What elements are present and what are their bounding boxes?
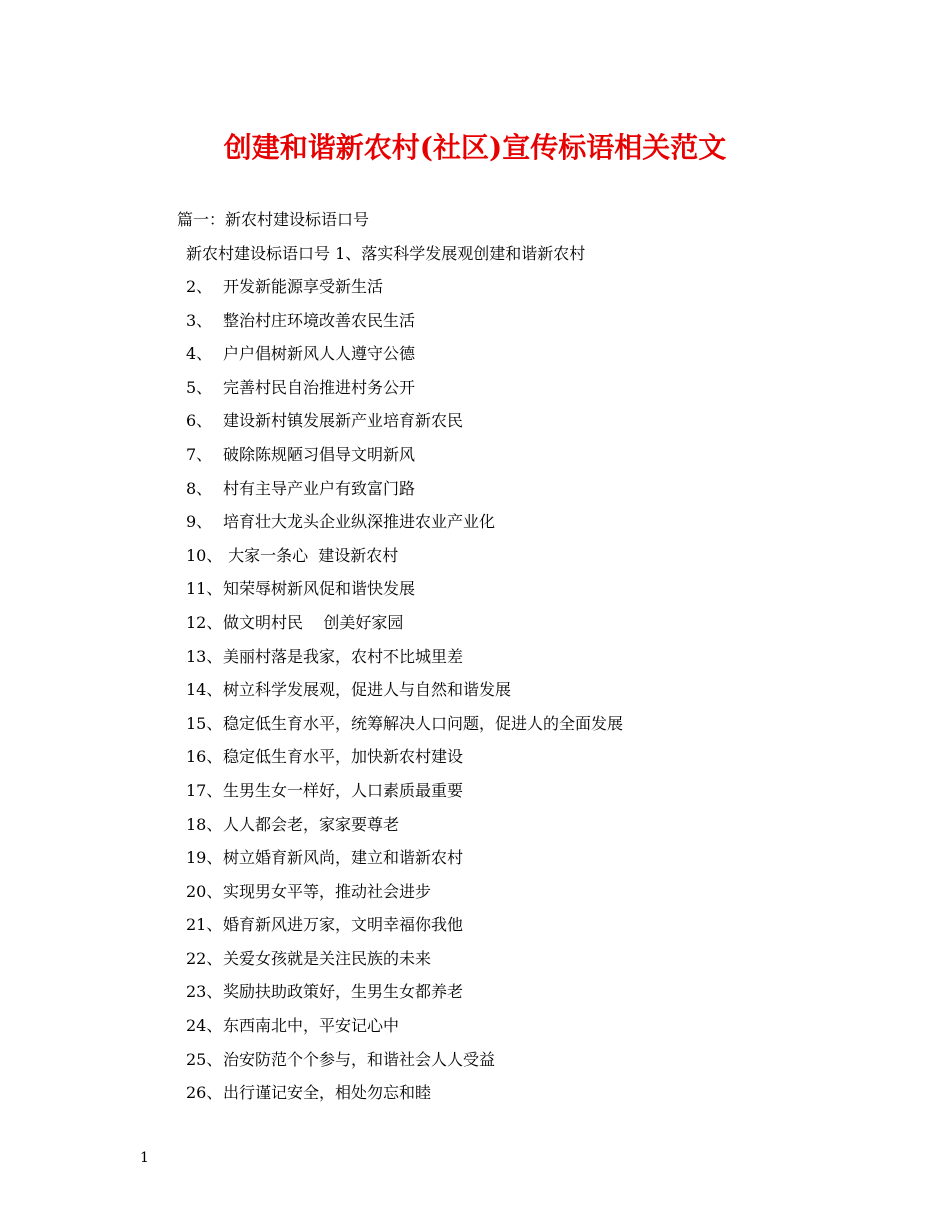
list-item-text: 美丽村落是我家，农村不比城里差	[223, 646, 464, 666]
list-item-number: 18、	[186, 814, 223, 834]
list-item-number: 20、	[186, 881, 223, 901]
list-item-number: 26、	[186, 1083, 223, 1103]
list-item-number: 15、	[186, 713, 223, 733]
list-item-text: 关爱女孩就是关注民族的未来	[223, 948, 432, 968]
list-item	[0, 676, 950, 710]
list-item-text: 稳定低生育水平，统筹解决人口问题，促进人的全面发展	[223, 713, 624, 733]
list-item-number: 19、	[186, 848, 223, 868]
list-item-text: 培育壮大龙头企业纵深推进农业产业化	[223, 512, 496, 532]
list-item-number: 2、	[186, 277, 213, 296]
list-item-text: 树立科学发展观，促进人与自然和谐发展	[223, 680, 512, 700]
list-item-number: 11、	[186, 579, 223, 599]
list-item-number: 21、	[186, 915, 223, 935]
list-item-number: 12、	[186, 612, 223, 632]
section-heading: 篇一：新农村建设标语口号	[177, 210, 370, 229]
list-item	[0, 475, 950, 509]
list-item-number: 25、	[186, 1049, 223, 1069]
list-item-number: 13、	[186, 646, 223, 666]
list-item-text: 户户倡树新风人人遵守公德	[223, 344, 416, 364]
list-item-number: 17、	[186, 780, 223, 800]
list-item-number: 9、	[186, 512, 213, 532]
list-item	[0, 844, 950, 878]
list-item	[0, 441, 950, 475]
list-item-text: 治安防范个个参与，和谐社会人人受益	[223, 1049, 496, 1069]
list-item-number: 23、	[186, 982, 223, 1002]
list-item-text: 树立婚育新风尚，建立和谐新农村	[223, 848, 464, 868]
list-item-text: 出行谨记安全，相处勿忘和睦	[223, 1083, 432, 1103]
list-item-text: 大家一条心 建设新农村	[223, 545, 399, 565]
list-item	[0, 407, 950, 441]
list-item-text: 建设新村镇发展新产业培育新农民	[223, 411, 464, 431]
list-item	[0, 1079, 950, 1113]
list-item	[0, 508, 950, 542]
list-item-number: 16、	[186, 747, 223, 767]
list-item	[0, 307, 950, 341]
list-item-text: 生男生女一样好，人口素质最重要	[223, 780, 464, 800]
list-item	[0, 374, 950, 408]
intro-line: 新农村建设标语口号 1、落实科学发展观创建和谐新农村	[186, 244, 586, 263]
list-item-text: 婚育新风进万家，文明幸福你我他	[223, 915, 464, 935]
list-item-text: 实现男女平等，推动社会进步	[223, 881, 432, 901]
list-item	[0, 911, 950, 945]
list-item	[0, 575, 950, 609]
list-item	[0, 811, 950, 845]
list-item-text: 人人都会老，家家要尊老	[223, 814, 400, 834]
list-item-number: 24、	[186, 1016, 223, 1036]
list-item	[0, 743, 950, 777]
list-item-number: 7、	[186, 444, 213, 464]
list-item-number: 4、	[186, 344, 213, 364]
list-item	[0, 878, 950, 912]
list-item	[0, 1046, 950, 1080]
list-item-text: 知荣辱树新风促和谐快发展	[223, 579, 416, 599]
list-item	[0, 710, 950, 744]
list-item-text: 破除陈规陋习倡导文明新风	[223, 444, 416, 464]
list-item	[0, 340, 950, 374]
list-item	[0, 978, 950, 1012]
list-item-number: 14、	[186, 680, 223, 700]
list-item-text: 整治村庄环境改善农民生活	[223, 310, 416, 330]
list-item	[0, 609, 950, 643]
list-item	[0, 945, 950, 979]
list-item-number: 8、	[186, 478, 213, 498]
list-item	[0, 643, 950, 677]
document-title: 创建和谐新农村(社区)宣传标语相关范文	[223, 131, 727, 164]
list-item-text: 做文明村民 创美好家园	[223, 612, 404, 632]
list-item-number: 5、	[186, 377, 213, 397]
list-item	[0, 777, 950, 811]
page-number: 1	[140, 1150, 149, 1166]
list-item-number: 6、	[186, 411, 213, 431]
list-item-text: 开发新能源享受新生活	[223, 277, 384, 296]
list-item-text: 东西南北中，平安记心中	[223, 1016, 400, 1036]
list-item-text: 奖励扶助政策好，生男生女都养老	[223, 982, 464, 1002]
list-item	[0, 273, 950, 307]
list-item-text: 村有主导产业户有致富门路	[223, 478, 416, 498]
list-item	[0, 542, 950, 576]
list-item-text: 完善村民自治推进村务公开	[223, 377, 416, 397]
list-item-number: 3、	[186, 310, 213, 330]
list-item-number: 22、	[186, 948, 223, 968]
list-item-number: 10、	[186, 545, 223, 565]
list-item	[0, 1012, 950, 1046]
slogan-list	[0, 273, 950, 1113]
list-item-text: 稳定低生育水平，加快新农村建设	[223, 747, 464, 767]
